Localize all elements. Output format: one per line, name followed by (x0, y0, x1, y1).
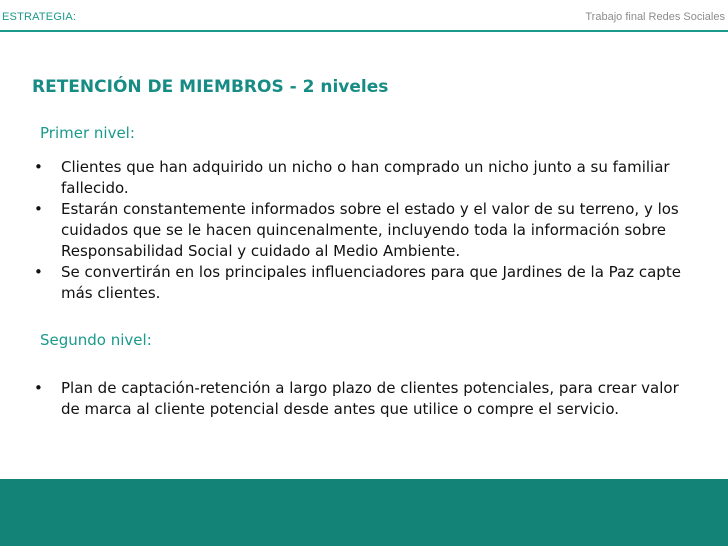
first-level-bullet-list (26, 157, 686, 304)
header-divider (0, 30, 728, 32)
bullet-text: Se convertirán en los principales influenciadores para que Jardines de la Paz capte más clientes. (61, 263, 681, 302)
bullet-text: Clientes que han adquirido un nicho o han comprado un nicho junto a su familiar fallecido. (61, 158, 670, 197)
list-item (26, 157, 686, 199)
bullet-icon: • (34, 158, 43, 176)
bullet-text: Plan de captación-retención a largo plazo de clientes potenciales, para crear valor de marca al cliente potencial desde antes que utilice o compre el servicio. (61, 379, 679, 418)
bullet-icon: • (34, 379, 43, 397)
bullet-icon: • (34, 263, 43, 281)
list-item (26, 262, 686, 304)
second-level-bullet-list (26, 378, 686, 420)
slide-title: RETENCIÓN DE MIEMBROS - 2 niveles (32, 77, 389, 97)
bullet-text: Estarán constantemente informados sobre el estado y el valor de su terreno, y los cuidados que se le hacen quincenalmente, incluyendo toda la información sobre Responsabilidad Social y cuidado al Medio Ambiente. (61, 200, 679, 260)
section-heading-first-level: Primer nivel: (40, 124, 135, 142)
list-item (26, 199, 686, 262)
slide-header (0, 0, 728, 32)
slide-footer-band (0, 479, 728, 546)
list-item (26, 378, 686, 420)
header-course-label: Trabajo final Redes Sociales (585, 11, 725, 23)
header-section-label: ESTRATEGIA: (2, 11, 77, 23)
bullet-icon: • (34, 200, 43, 218)
section-heading-second-level: Segundo nivel: (40, 331, 152, 349)
